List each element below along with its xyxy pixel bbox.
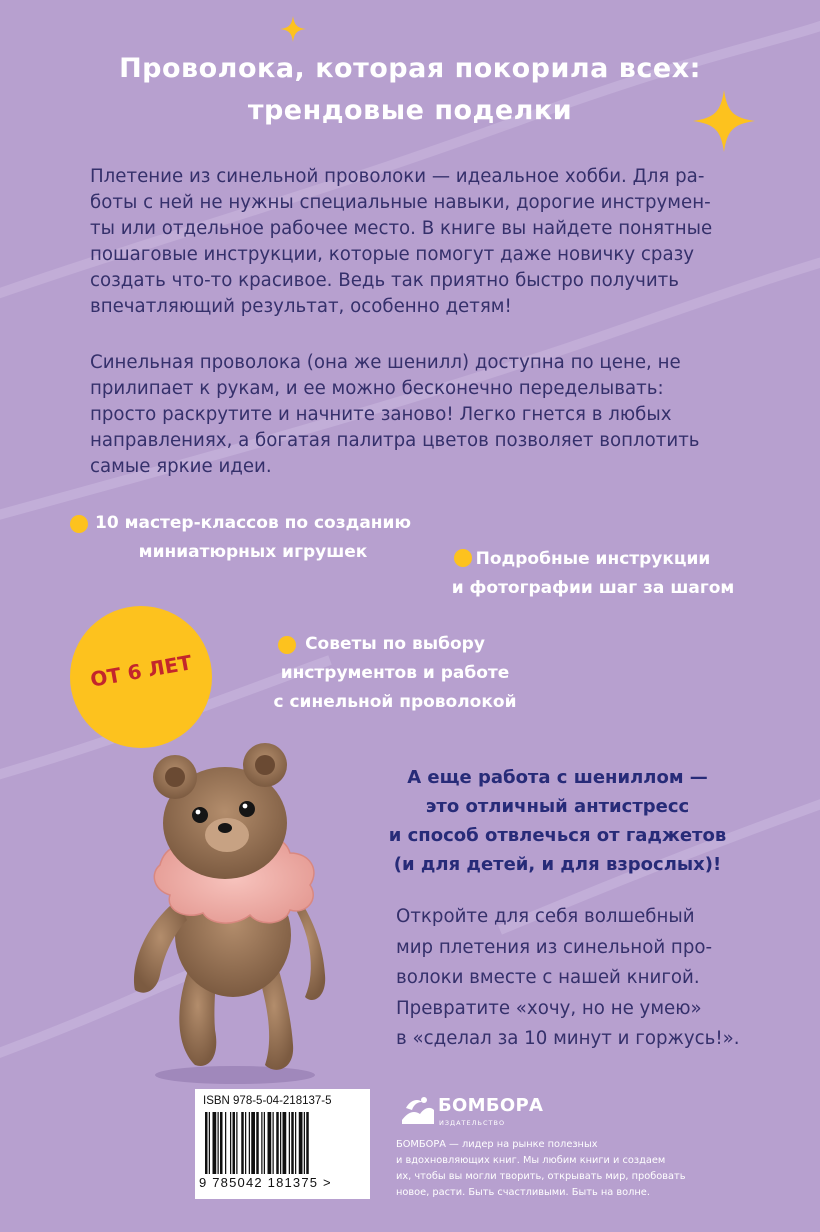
barcode-bar [256, 1112, 259, 1174]
barcode-bar [225, 1112, 226, 1174]
callout-line: и способ отвлечься от гаджетов [388, 825, 727, 846]
callout-line: А еще работа с шениллом — [407, 767, 708, 788]
feature-line: с синельной проволокой [273, 692, 517, 712]
paragraph-line: волоки вместе с нашей книгой. [396, 967, 700, 988]
feature-line: Подробные инструкции [475, 549, 711, 569]
publisher-description [396, 1137, 716, 1201]
barcode-bar [241, 1112, 244, 1174]
feature-line: Советы по выбору [305, 634, 485, 654]
paragraph-line: Откройте для себя волшебный [396, 906, 695, 927]
barcode-bar [251, 1112, 255, 1174]
description-line: и вдохновляющих книг. Мы любим книги и создаем [396, 1155, 666, 1166]
paragraph-line: создать что-то красивое. Ведь так приятно быстро получить [90, 270, 679, 291]
barcode-bar [213, 1112, 217, 1174]
chenille-bear-photo [105, 735, 375, 1090]
age-badge [70, 606, 212, 748]
barcode-bar [245, 1112, 246, 1174]
isbn-label: ISBN 978-5-04-218137-5 [203, 1095, 332, 1107]
intro-paragraph [90, 164, 735, 320]
paragraph-line: Плетение из синельной проволоки — идеальное хобби. Для ра- [90, 166, 705, 187]
barcode-bar [218, 1112, 219, 1174]
callout-line: (и для детей, и для взрослых)! [393, 854, 722, 875]
paragraph-line: Синельная проволока (она же шенилл) доступна по цене, не [90, 352, 681, 373]
chenille-paragraph [90, 350, 735, 480]
paragraph-line: прилипает к рукам, и ее можно бесконечно переделывать: [90, 378, 664, 399]
cover-title [60, 48, 760, 132]
paragraph-line: просто раскрутите и начните заново! Легко гнется в любых [90, 404, 672, 425]
paragraph-line: ты или отдельное рабочее место. В книге вы найдете понятные [90, 218, 713, 239]
paragraph-line: в «сделал за 10 минут и горжусь!». [396, 1028, 740, 1049]
barcode-bar [261, 1112, 262, 1174]
feature-line: и фотографии шаг за шагом [451, 578, 735, 598]
barcode-bar [295, 1112, 296, 1174]
barcode-bar [233, 1112, 236, 1174]
description-line: их, чтобы вы могли творить, открывать мир, пробовать [396, 1171, 686, 1182]
closing-paragraph [396, 902, 756, 1055]
feature-item [265, 630, 525, 717]
description-line: новое, расти. Быть счастливыми. Быть на волне. [396, 1187, 650, 1198]
feature-item [448, 545, 738, 603]
barcode-bar [276, 1112, 279, 1174]
barcode-bar [289, 1112, 290, 1174]
barcode-bar [299, 1112, 303, 1174]
barcode-bar [306, 1112, 309, 1174]
barcode-bar [273, 1112, 274, 1174]
barcode-bar [268, 1112, 272, 1174]
antistress-callout [385, 763, 730, 879]
isbn-barcode [195, 1089, 370, 1199]
paragraph-line: самые яркие идеи. [90, 456, 272, 477]
barcode-bars [203, 1112, 363, 1174]
barcode-bar [304, 1112, 305, 1174]
publisher-subtitle: ИЗДАТЕЛЬСТВО [439, 1119, 506, 1127]
bullet-dot-icon [70, 515, 88, 533]
barcode-bar [220, 1112, 223, 1174]
barcode-number: 9 785042 181375 > [199, 1175, 332, 1190]
barcode-bar [205, 1112, 208, 1174]
paragraph-line: пошаговые инструкции, которые помогут даже новичку сразу [90, 244, 695, 265]
paragraph-line: направлениях, а богатая палитра цветов позволяет воплотить [90, 430, 700, 451]
bombora-logo-icon [396, 1090, 436, 1130]
callout-line: это отличный антистресс [425, 796, 690, 817]
description-line: БОМБОРА — лидер на рынке полезных [396, 1139, 598, 1150]
feature-line: миниатюрных игрушек [138, 542, 368, 562]
paragraph-line: боты с ней не нужны специальные навыки, дорогие инструмен- [90, 192, 711, 213]
feature-line: инструментов и работе [280, 663, 510, 683]
barcode-bar [209, 1112, 210, 1174]
sparkle-star-icon [280, 16, 306, 42]
paragraph-line: мир плетения из синельной про- [396, 936, 713, 958]
barcode-bar [236, 1112, 237, 1174]
barcode-bar [249, 1112, 250, 1174]
title-line: трендовые поделки [247, 95, 573, 126]
barcode-bar [230, 1112, 231, 1174]
feature-item [88, 509, 418, 567]
age-badge-label: ОТ 6 ЛЕТ [88, 650, 194, 692]
barcode-bar [280, 1112, 281, 1174]
feature-line: 10 мастер-классов по созданию [95, 513, 411, 533]
publisher-name: БОМБОРА [438, 1095, 544, 1116]
barcode-bar [283, 1112, 287, 1174]
title-line: Проволока, которая покорила всех: [119, 53, 701, 84]
barcode-bar [291, 1112, 294, 1174]
paragraph-line: впечатляющий результат, особенно детям! [90, 296, 512, 317]
paragraph-line: Превратите «хочу, но не умею» [396, 997, 702, 1019]
barcode-bar [264, 1112, 265, 1174]
